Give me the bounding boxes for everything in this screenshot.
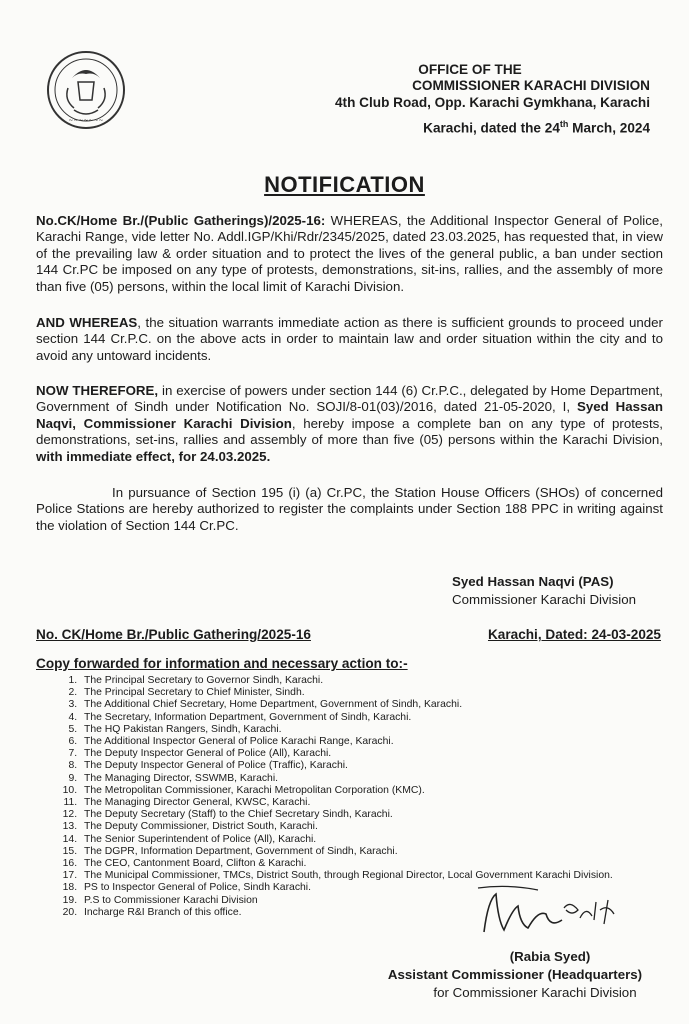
date-suffix: March, 2024 [568, 120, 650, 136]
distribution-item: 12. The Deputy Secretary (Staff) to the Chief Secretary Sindh, Karachi. [80, 809, 680, 821]
government-emblem-logo [44, 48, 128, 132]
page-title: NOTIFICATION [264, 172, 425, 197]
assistant-name: (Rabia Syed) [509, 949, 591, 964]
header-date [250, 116, 650, 137]
distribution-item: 10. The Metropolitan Commissioner, Karachi Metropolitan Corporation (KMC). [80, 785, 680, 797]
paragraph-text: , the situation warrants immediate action as there is sufficient grounds to proceed under section 144 Cr.P.C. on the above acts in order to maintain law and order situation within the city and to avoid any untoward incidents. [36, 315, 663, 363]
handwritten-signature [468, 880, 628, 940]
distribution-item: 6. The Additional Inspector General of Police Karachi Range, Karachi. [80, 736, 680, 748]
forward-line [36, 627, 661, 642]
paragraph-now-therefore [36, 383, 663, 465]
distribution-item: 13. The Deputy Commissioner, District South, Karachi. [80, 821, 680, 833]
signatory-block [452, 573, 652, 609]
distribution-item: 18. PS to Inspector General of Police, Sindh Karachi. [80, 882, 680, 894]
forward-ref: No. CK/Home Br./Public Gathering/2025-16 [36, 627, 311, 642]
assistant-designation: Assistant Commissioner (Headquarters) [387, 967, 643, 982]
paragraph-and-whereas [36, 315, 663, 364]
signatory-designation: Commissioner Karachi Division [452, 592, 636, 607]
effect-date: with immediate effect, for 24.03.2025. [36, 448, 271, 464]
paragraph-whereas [36, 213, 663, 295]
distribution-item: 7. The Deputy Inspector General of Police (All), Karachi. [80, 748, 680, 760]
paragraph-text: in exercise of powers under section 144 (6) Cr.P.C., delegated by Home Department, Government of Sindh under Notification No. SOJI/8-01(03)/2016, dated 21-05-2020, I, [36, 383, 664, 415]
distribution-item: 9. The Managing Director, SSWMB, Karachi. [80, 773, 680, 785]
paragraph-pursuance: In pursuance of Section 195 (i) (a) Cr.PC, the Station House Officers (SHOs) of concerned Police Stations are hereby authorized to register the complaints under Section 188 PPC in writing against the violation of Section 144 Cr.PC. [36, 485, 663, 533]
distribution-item: 11. The Managing Director General, KWSC, Karachi. [80, 797, 680, 809]
distribution-item: 4. The Secretary, Information Department, Government of Sindh, Karachi. [80, 712, 680, 724]
signatory-name: Syed Hassan Naqvi (PAS) [452, 574, 614, 589]
assistant-for: for Commissioner Karachi Division [433, 985, 637, 1000]
distribution-item: 2. The Principal Secretary to Chief Minister, Sindh. [80, 687, 680, 699]
paragraph-lead: AND WHEREAS [36, 315, 138, 330]
distribution-item: 5. The HQ Pakistan Rangers, Sindh, Karachi. [80, 724, 680, 736]
svg-text:~~~~~~~: ~~~~~~~ [68, 117, 104, 124]
distribution-item: 3. The Additional Chief Secretary, Home Department, Government of Sindh, Karachi. [80, 699, 680, 711]
paragraph-text: WHEREAS, the Additional Inspector General of Police, Karachi Range, vide letter No. Addl.IGP/Khi/Rdr/2345/2025, dated 23.03.2025, has requested that, in view of the prevailing law & order situation and to protect the lives of the general public, a ban under section 144 Cr.PC be imposed on any type of protests, demonstrations, sit-ins, rallies, and the assembly of more than five (05) persons, within the local limit of Karachi Division. [36, 213, 664, 294]
header-address: 4th Club Road, Opp. Karachi Gymkhana, Karachi [335, 95, 650, 110]
date-prefix: Karachi, dated the 24 [423, 120, 560, 136]
date-sup: th [559, 119, 569, 129]
paragraph-lead: NOW THEREFORE, [36, 383, 159, 398]
distribution-item: 1. The Principal Secretary to Governor Sindh, Karachi. [80, 675, 680, 687]
distribution-item: 16. The CEO, Cantonment Board, Clifton & Karachi. [80, 858, 680, 870]
header-commissioner: COMMISSIONER KARACHI DIVISION [412, 78, 650, 93]
notification-ref: No.CK/Home Br./(Public Gatherings)/2025-16: [36, 213, 326, 228]
distribution-item: 20. Incharge R&I Branch of this office. [80, 907, 680, 919]
distribution-item: 14. The Senior Superintendent of Police (All), Karachi. [80, 834, 680, 846]
distribution-item: 19. P.S to Commissioner Karachi Division [80, 895, 680, 907]
forward-date: Karachi, Dated: 24-03-2025 [487, 627, 661, 642]
distribution-item: 15. The DGPR, Information Department, Government of Sindh, Karachi. [80, 846, 680, 858]
header-office: OFFICE OF THE [418, 62, 522, 77]
distribution-item: 8. The Deputy Inspector General of Police (Traffic), Karachi. [80, 760, 680, 772]
distribution-item: 17. The Municipal Commissioner, TMCs, District South, through Regional Director, Local Government Karachi Division. [80, 870, 680, 882]
assistant-signatory-block [370, 948, 660, 1002]
paragraph-text: , hereby impose a complete ban on any type of protests, demonstrations, set-ins, rallies and assembly of more than five (05) persons within the Karachi Division, [36, 415, 663, 448]
copy-forwarded-heading: Copy forwarded for information and necessary action to:- [36, 656, 408, 671]
commissioner-name: Syed Hassan Naqvi, Commissioner Karachi Division [36, 399, 663, 431]
